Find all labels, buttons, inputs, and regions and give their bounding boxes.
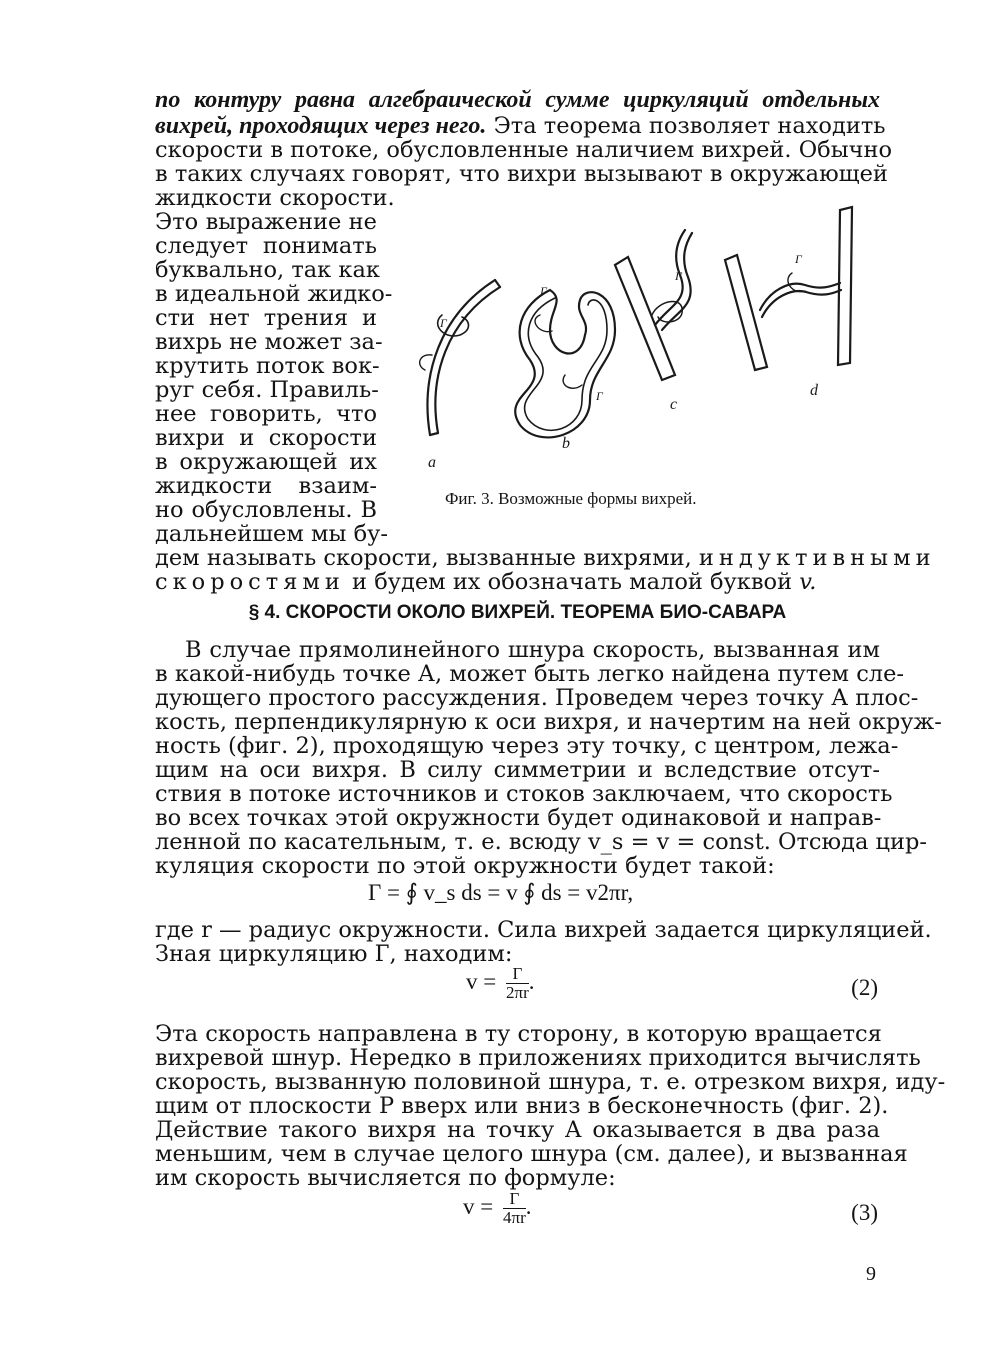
section-line: куляция скорости по этой окружности будет такой:: [155, 853, 775, 879]
section-line: щим на оси вихря. В силу симметрии и вследствие отсут-: [155, 757, 880, 783]
section-heading: § 4. СКОРОСТИ ОКОЛО ВИХРЕЙ. ТЕОРЕМА БИО-САВАРА: [248, 602, 787, 623]
fraction-numerator: Г: [506, 965, 529, 984]
left-col-line: в идеальной жидко-: [155, 281, 393, 307]
plate-d-right: [838, 207, 852, 365]
after-formula2-line: скорость, вызванную половиной шнура, т. е. отрезком вихря, иду-: [155, 1069, 946, 1095]
intro-line-4: в таких случаях говорят, что вихри вызывают в окружающей: [155, 161, 888, 187]
section-line: ность (фиг. 2), проходящую через эту точку, с центром, лежа-: [155, 733, 899, 759]
formula-circulation: Г = ∮ v_s ds = v ∮ ds = v2πr,: [368, 880, 634, 905]
left-col-line: вихри и скорости: [155, 425, 377, 451]
fraction-denominator: 2πr: [505, 983, 529, 1002]
left-col-line: вихрь не может за-: [155, 329, 383, 355]
left-col-line: сти нет трения и: [155, 305, 377, 331]
fraction-denominator: 4πr: [502, 1208, 526, 1227]
vortex-b-loop: [515, 290, 615, 437]
label-a: a: [428, 454, 436, 471]
after-figure-text: и будем их обозначать малой буквой: [344, 569, 800, 595]
after-formula2-line: меньшим, чем в случае целого шнура (см. далее), и вызванная: [155, 1141, 908, 1167]
intro-line-1: [155, 88, 880, 112]
label-d: d: [810, 382, 818, 399]
left-col-line: в окружающей их: [155, 449, 377, 475]
fraction-numerator: Г: [503, 1190, 526, 1209]
theorem-italic-2: вихрей, проходящих через него.: [155, 113, 487, 139]
plate-c: [615, 257, 675, 380]
label-gamma: Г: [440, 316, 447, 330]
formula-lhs: v =: [466, 968, 497, 994]
formula-lhs: v =: [463, 1193, 494, 1219]
theorem-italic-1: по контуру равна алгебраической сумме циркуляций отдельных: [155, 87, 880, 113]
section-line: В случае прямолинейного шнура скорость, вызванная им: [185, 637, 880, 663]
intro-line-5: жидкости скорости.: [155, 185, 395, 211]
label-b: b: [562, 435, 570, 452]
label-c: c: [670, 396, 678, 413]
after-figure-line-2: [155, 570, 880, 594]
formula-tail: .: [525, 1193, 532, 1219]
section-line: дующего простого рассуждения. Проведем через точку А плос-: [155, 685, 919, 711]
intro-line-2-rest: Эта теорема позволяет находить: [486, 113, 886, 139]
after-formula2-line: вихревой шнур. Нередко в приложениях приходится вычислять: [155, 1045, 921, 1071]
fraction: [503, 1190, 526, 1227]
left-col-line: буквально, так как: [155, 257, 380, 283]
section-line: в какой-нибудь точке А, может быть легко найдена путем сле-: [155, 661, 905, 687]
label-gamma: Г: [675, 269, 682, 283]
equation-number-3: (3): [851, 1200, 878, 1225]
left-col-line: нее говорить, что: [155, 401, 377, 427]
section-line: во всех точках этой окружности будет одинаковой и направ-: [155, 805, 882, 831]
section-line: ленной по касательным, т. е. всюду v_s = v = const. Отсюда цир-: [155, 829, 928, 855]
label-gamma: Г: [795, 252, 802, 266]
after-formula1-line: где r — радиус окружности. Сила вихрей задается циркуляцией.: [155, 917, 932, 943]
emphasis-velocities: скоростями: [155, 569, 345, 595]
emphasis-inductive: индуктивными: [698, 545, 936, 571]
intro-line-3: скорости в потоке, обусловленные наличием вихрей. Обычно: [155, 137, 893, 163]
symbol-v: v.: [799, 569, 817, 595]
left-col-line: но обусловлены. В: [155, 497, 377, 523]
after-formula2-line: Эта скорость направлена в ту сторону, в которую вращается: [155, 1021, 882, 1047]
formula-velocity-half: [463, 1190, 531, 1227]
equation-number-2: (2): [851, 975, 878, 1000]
left-col-line: дальнейшем мы бу-: [155, 521, 388, 547]
after-formula2-line: Действие такого вихря на точку А оказывается в два раза: [155, 1117, 880, 1143]
section-line: ствия в потоке источников и стоков заключаем, что скорость: [155, 781, 893, 807]
formula-velocity-full: [466, 965, 534, 1002]
formula-tail: .: [528, 968, 535, 994]
left-col-line: руг себя. Правиль-: [155, 377, 379, 403]
label-gamma: Г: [540, 284, 547, 298]
left-col-line: крутить поток вок-: [155, 353, 380, 379]
vortex-a-curve: [428, 280, 495, 435]
after-figure-line-1: [155, 545, 936, 571]
left-col-line: жидкости взаим-: [155, 473, 377, 499]
section-line: кость, перпендикулярную к оси вихря, и начертим на ней окруж-: [155, 709, 942, 735]
vortex-figure: [400, 195, 880, 485]
plate-d-left: [725, 255, 767, 370]
after-formula2-line: щим от плоскости Р вверх или вниз в бесконечность (фиг. 2).: [155, 1093, 889, 1119]
after-figure-text: дем называть скорости, вызванные вихрями,: [155, 545, 699, 571]
fraction: [506, 965, 529, 1002]
page-number: 9: [866, 1263, 876, 1285]
after-formula1-line: Зная циркуляцию Г, находим:: [155, 941, 513, 967]
intro-line-2: [155, 113, 886, 139]
figure-caption: Фиг. 3. Возможные формы вихрей.: [445, 489, 697, 508]
label-gamma: Г: [596, 389, 603, 403]
left-col-line: Это выражение не: [155, 209, 377, 235]
after-formula2-line: им скорость вычисляется по формуле:: [155, 1165, 616, 1191]
left-col-line: следует понимать: [155, 233, 377, 259]
